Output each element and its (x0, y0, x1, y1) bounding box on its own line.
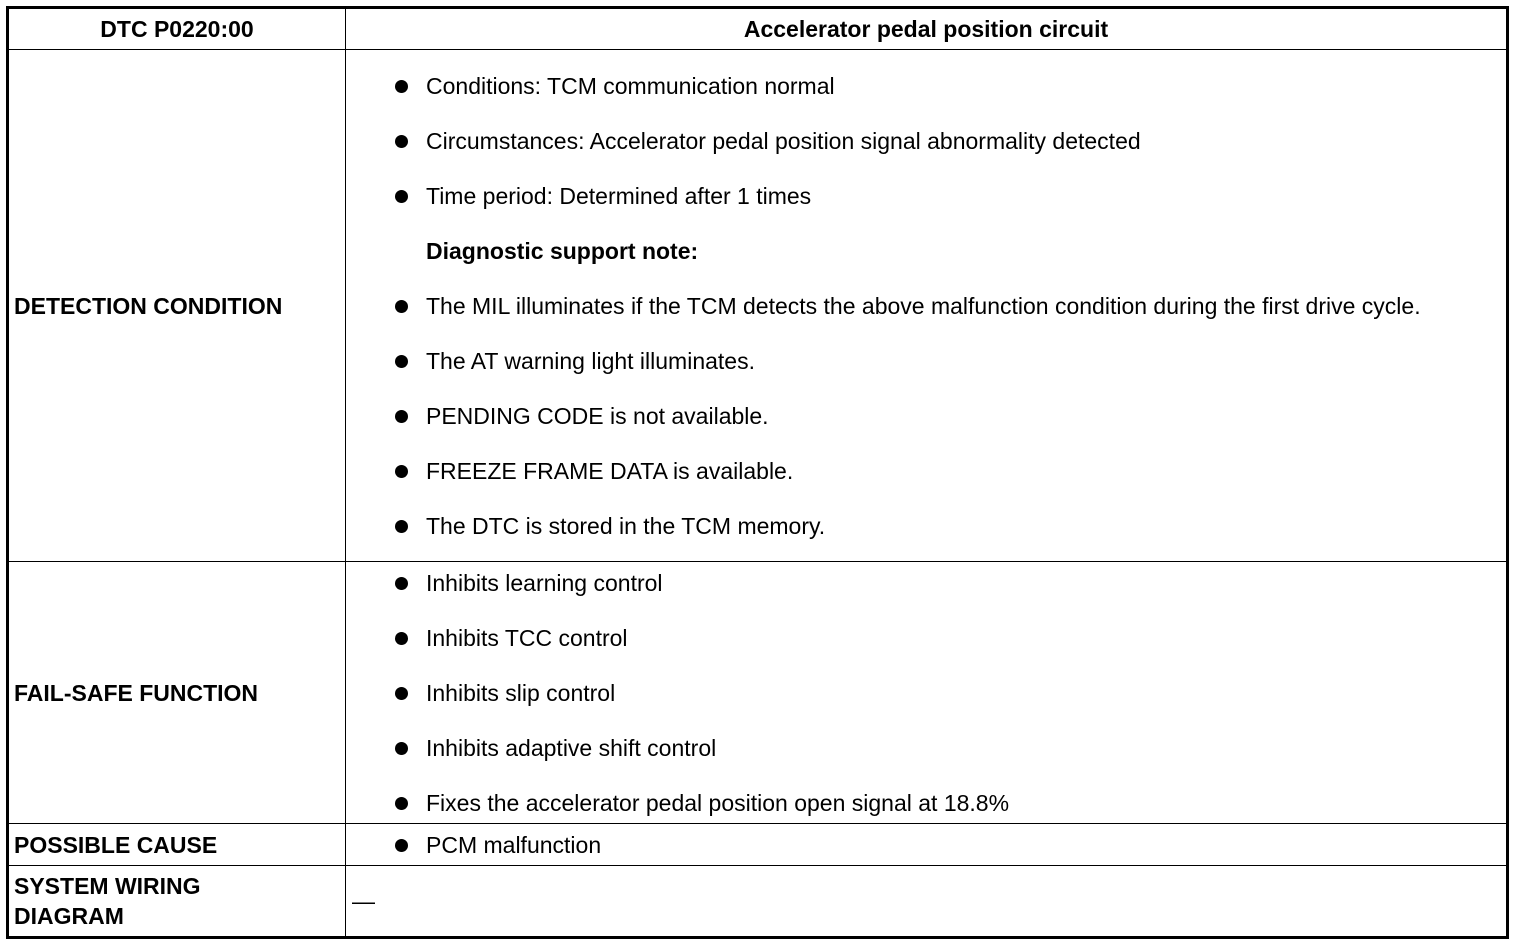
list-item: Inhibits slip control (346, 678, 1496, 708)
list-item: The DTC is stored in the TCM memory. (346, 511, 1496, 541)
dtc-code: DTC P0220:00 (8, 8, 346, 50)
list-item: The AT warning light illuminates. (346, 346, 1496, 376)
list-item: Inhibits TCC control (346, 623, 1496, 653)
list-item: PENDING CODE is not available. (346, 401, 1496, 431)
fail-safe-content (346, 562, 1508, 824)
fail-safe-row (8, 562, 1508, 824)
detection-condition-content (346, 50, 1508, 562)
list-item: Circumstances: Accelerator pedal position signal abnormality detected (346, 126, 1496, 156)
wiring-diagram-content (346, 866, 1508, 938)
list-item: FREEZE FRAME DATA is available. (346, 456, 1496, 486)
diagnostic-note-heading: Diagnostic support note: (426, 237, 699, 264)
possible-cause-content (346, 824, 1508, 866)
wiring-diagram-label (8, 866, 346, 938)
list-item: Conditions: TCM communication normal (346, 71, 1496, 101)
dtc-title: Accelerator pedal position circuit (346, 8, 1508, 50)
wiring-label-line1: SYSTEM WIRING (14, 873, 201, 899)
header-row (8, 8, 1508, 50)
list-item: Time period: Determined after 1 times (346, 181, 1496, 211)
dtc-table (6, 6, 1509, 939)
list-item: The MIL illuminates if the TCM detects the above malfunction condition during the first drive cycle. (346, 291, 1496, 321)
list-item: PCM malfunction (346, 830, 1496, 860)
list-item: Inhibits adaptive shift control (346, 733, 1496, 763)
wiring-label-line2: DIAGRAM (14, 903, 124, 929)
list-item: Fixes the accelerator pedal position open signal at 18.8% (346, 788, 1496, 818)
detection-condition-row (8, 50, 1508, 562)
fail-safe-label: FAIL-SAFE FUNCTION (8, 562, 346, 824)
wiring-diagram-value: — (352, 888, 375, 914)
wiring-diagram-row (8, 866, 1508, 938)
list-item: Inhibits learning control (346, 568, 1496, 598)
possible-cause-row (8, 824, 1508, 866)
detection-condition-label: DETECTION CONDITION (8, 50, 346, 562)
possible-cause-label: POSSIBLE CAUSE (8, 824, 346, 866)
